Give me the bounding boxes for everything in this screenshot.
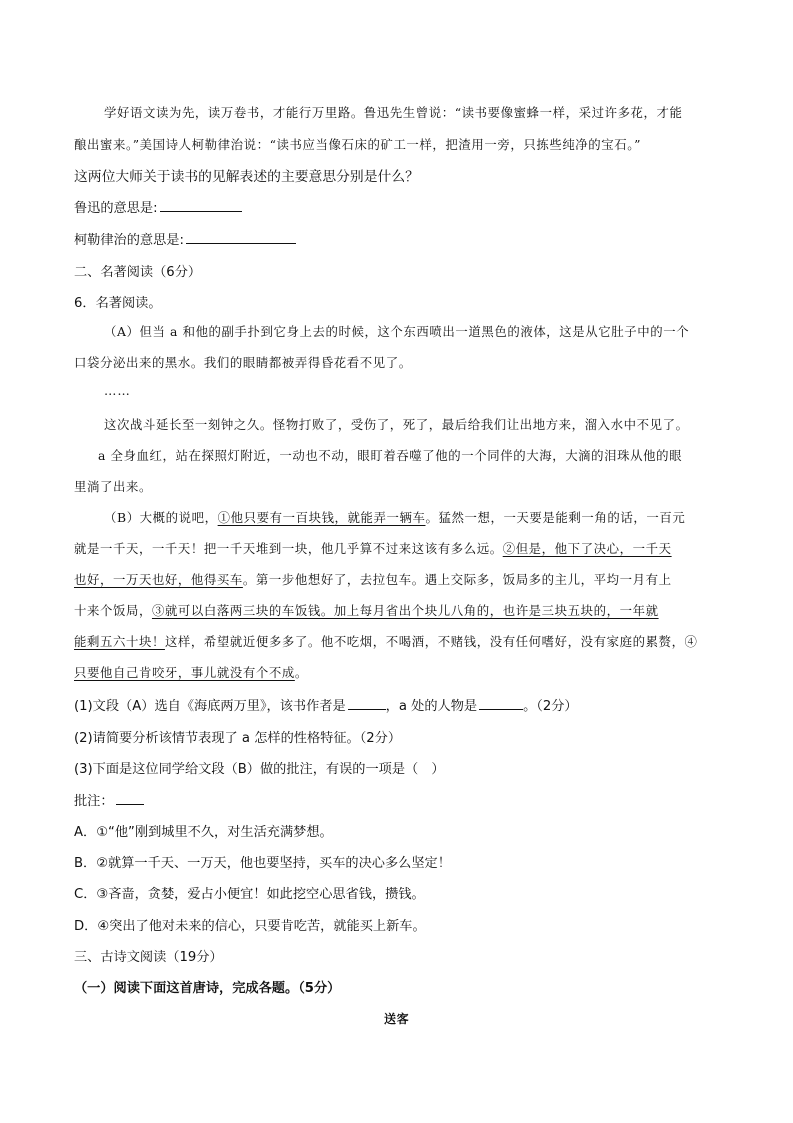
author-answer-blank[interactable]	[348, 697, 386, 710]
q5-luxun-line	[74, 197, 242, 216]
coleridge-answer-blank[interactable]	[186, 231, 296, 244]
option-d: D．④突出了他对未来的信心，只要肯吃苦，就能买上新车。	[74, 919, 426, 934]
passage-b-text: 这样，希望就近便多多了。他不吃烟，不喝酒，不赌钱，没有任何嗜好，没有家庭的累赘，④	[164, 634, 698, 649]
quote-line-1: 学好语文读为先，读万卷书，才能行万里路。鲁迅先生曾说：“读书要像蜜蜂一样，采过许多花，才能	[104, 105, 683, 120]
luxun-answer-blank[interactable]	[160, 199, 242, 212]
q6-title: 6．名著阅读。	[74, 296, 162, 311]
note-label: 批注：	[74, 794, 114, 809]
passage-a-line-5: 里淌了出来。	[74, 479, 152, 494]
underlined-phrase-3-cont: 能剩五六十块！	[74, 634, 165, 649]
passage-b-text: 。第一步他想好了，去拉包车。遇上交际多，饭局多的主儿，平均一月有上	[242, 572, 672, 587]
underlined-phrase-2-cont: 也好，一万天也好，他得买车	[74, 572, 243, 587]
q6-sub-3: (3)下面是这位同学给文段（B）做的批注，有误的一项是（ ）	[74, 762, 445, 777]
q5-question: 这两位大师关于读书的见解表述的主要意思分别是什么？	[74, 169, 419, 185]
passage-b-line-5	[74, 632, 698, 650]
passage-a-line-1: （A）但当 a 和他的副手扑到它身上去的时候，这个东西喷出一道黑色的液体，这是从它肚子中的一个	[104, 324, 690, 339]
passage-a-line-2: 口袋分泌出来的黑水。我们的眼睛都被弄得昏花看不见了。	[74, 355, 412, 370]
q6-sub-1	[74, 695, 578, 714]
option-b: B．②就算一千天、一万天，他也要坚持，买车的决心多么坚定！	[74, 856, 451, 871]
underlined-phrase-3: ③就可以白落两三块的车饭钱。加上每月省出个块儿八角的，也许是三块五块的，一年就	[151, 603, 659, 618]
q5-coleridge-line	[74, 229, 296, 248]
passage-b-text: 。	[294, 665, 308, 680]
character-answer-blank[interactable]	[479, 697, 523, 710]
passage-b-line-3	[74, 570, 672, 588]
passage-b-line-1	[104, 508, 685, 526]
underlined-phrase-4: 只要他自己肯咬牙，事儿就没有个不成	[74, 665, 295, 680]
q6-sub-1-text: (1)文段（A）选自《海底两万里》，该书作者是	[74, 699, 346, 714]
note-answer-blank[interactable]	[116, 792, 144, 805]
underlined-phrase-2: ②但是，他下了决心，一千天	[502, 541, 672, 556]
section-2-title: 二、名著阅读（6分）	[74, 265, 202, 280]
q6-sub-2: (2)请简要分析该情节表现了 a 怎样的性格特征。（2分）	[74, 731, 402, 746]
q6-sub-1-text: 。（2分）	[523, 699, 578, 714]
passage-a-line-4: a 全身血红，站在探照灯附近，一动也不动，眼盯着吞噬了他的一个同伴的大海，大滴的泪珠从他的眼	[98, 448, 683, 463]
section-3-subtitle: （一）阅读下面这首唐诗，完成各题。（5分）	[74, 981, 341, 996]
q6-sub-1-text: ，a 处的人物是	[385, 699, 478, 714]
passage-b-text: （B）大概的说吧，	[104, 510, 218, 525]
option-a: A．①“他”刚到城里不久，对生活充满梦想。	[74, 825, 333, 840]
section-3-title: 三、古诗文阅读（19分）	[74, 950, 223, 965]
poem-title: 送客	[384, 1012, 410, 1026]
note-line	[74, 790, 144, 809]
passage-b-line-4	[74, 601, 659, 619]
passage-a-line-3: 这次战斗延长至一刻钟之久。怪物打败了，受伤了，死了，最后给我们让出地方来，溜入水中不见了。	[104, 417, 689, 432]
passage-b-text: 就是一千天，一千天！把一千天堆到一块，他几乎算不过来这该有多么远。	[74, 541, 503, 556]
passage-b-text: 十来个饭局，	[74, 603, 152, 618]
passage-b-line-2	[74, 539, 672, 557]
passage-b-text: 。猛然一想，一天要是能剩一角的话，一百元	[425, 510, 686, 525]
quote-line-2: 酿出蜜来。”美国诗人柯勒律治说：“读书应当像石床的矿工一样，把渣用一旁，只拣些纯净的宝石。”	[74, 137, 641, 152]
underlined-phrase-1: ①他只要有一百块钱，就能弄一辆车	[217, 510, 426, 525]
passage-b-line-6	[74, 663, 308, 681]
passage-a-ellipsis: ……	[104, 383, 131, 398]
option-c: C．③吝啬，贪婪，爱占小便宜！如此挖空心思省钱，攒钱。	[74, 887, 425, 902]
luxun-label: 鲁迅的意思是:	[74, 201, 158, 216]
coleridge-label: 柯勒律治的意思是:	[74, 233, 184, 248]
